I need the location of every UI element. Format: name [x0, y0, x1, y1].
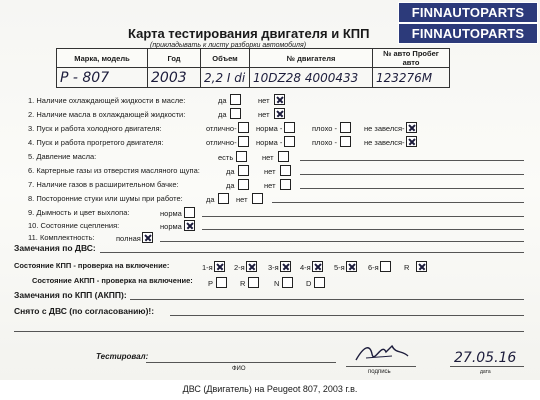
gear-6-checkbox[interactable]: [380, 261, 391, 272]
item-10: 10. Состояние сцепления:: [28, 221, 120, 230]
item-2-yes-checkbox[interactable]: [230, 108, 241, 119]
date-value: 27.05.16: [454, 350, 517, 366]
item-3-opt-normal: норма -: [256, 124, 283, 133]
item-3: 3. Пуск и работа холодного двигателя:: [28, 124, 162, 133]
remarks-kpp-line: [130, 299, 524, 300]
item-3-no-start-checkbox[interactable]: [406, 122, 417, 133]
item-10-normal-checkbox[interactable]: [184, 220, 195, 231]
item-6: 6. Картерные газы из отверстия масляного щупа:: [28, 166, 200, 175]
item-4-no-start-checkbox[interactable]: [406, 136, 417, 147]
item-8-yes-checkbox[interactable]: [218, 193, 229, 204]
item-11-full-checkbox[interactable]: [142, 232, 153, 243]
item-1-yes-checkbox[interactable]: [230, 94, 241, 105]
item-3-excellent-checkbox[interactable]: [238, 122, 249, 133]
item-9-line: [202, 216, 524, 217]
gear-1-checkbox[interactable]: [214, 261, 225, 272]
gear-3-label: 3-я: [268, 263, 279, 272]
akpp-p-label: P: [208, 279, 214, 288]
removed-line: [170, 315, 524, 316]
gear-r-label: R: [404, 263, 410, 272]
gear-4-label: 4-я: [300, 263, 311, 272]
remarks-engine-line: [100, 252, 524, 253]
item-11-line: [160, 241, 524, 242]
item-3-bad-checkbox[interactable]: [340, 122, 351, 133]
item-4-opt-excellent: отлично-: [206, 138, 237, 147]
item-4-opt-normal: норма -: [256, 138, 283, 147]
item-4-normal-checkbox[interactable]: [284, 136, 295, 147]
item-4: 4. Пуск и работа прогретого двигателя:: [28, 138, 164, 147]
remarks-engine-label: Замечания по ДВС:: [14, 243, 96, 253]
akpp-state-label: Состояние АКПП - проверка на включение:: [32, 276, 193, 285]
remarks-kpp-label: Замечания по КПП (АКПП):: [14, 290, 127, 300]
item-11: 11. Комплектность:: [28, 233, 95, 242]
value-volume: 2,2 I di: [201, 68, 250, 88]
akpp-n-label: N: [274, 279, 280, 288]
form-title: Карта тестирования двигателя и КПП: [128, 26, 370, 41]
header-col-engine-number: № двигателя: [250, 49, 373, 68]
item-7-line: [300, 188, 524, 189]
item-8-opt-yes: да: [206, 195, 215, 204]
item-5-no-checkbox[interactable]: [278, 151, 289, 162]
akpp-r-checkbox[interactable]: [248, 277, 259, 288]
item-2-opt-yes: да: [218, 110, 227, 119]
item-6-no-checkbox[interactable]: [280, 165, 291, 176]
item-5-opt-yes: есть: [218, 153, 234, 162]
item-3-opt-no-start: не завелся-: [364, 124, 405, 133]
value-model: P - 807: [57, 68, 148, 88]
item-2: 2. Наличие масла в охлаждающей жидкости:: [28, 110, 186, 119]
fio-label: ФИО: [232, 366, 246, 372]
signature-line: [346, 366, 416, 367]
item-6-line: [300, 174, 524, 175]
header-col-year: Год: [148, 49, 201, 68]
signature-label: подпись: [368, 369, 391, 375]
gear-2-label: 2-я: [234, 263, 245, 272]
item-2-no-checkbox[interactable]: [274, 108, 285, 119]
removed-line-2: [14, 331, 524, 332]
item-8-no-checkbox[interactable]: [252, 193, 263, 204]
tested-label: Тестировал:: [96, 352, 149, 361]
item-4-bad-checkbox[interactable]: [340, 136, 351, 147]
akpp-p-checkbox[interactable]: [216, 277, 227, 288]
item-2-opt-no: нет: [258, 110, 270, 119]
item-10-line: [202, 229, 524, 230]
image-caption: ДВС (Двигатель) на Peugeot 807, 2003 г.в.: [182, 384, 358, 394]
header-col-mileage: № авто Пробег авто: [373, 49, 450, 68]
header-col-volume: Объем: [201, 49, 250, 68]
watermark-2: FINNAUTOPARTS: [398, 23, 538, 44]
value-engine-number: 10DZ28 4000433: [250, 68, 373, 88]
item-6-opt-no: нет: [264, 167, 276, 176]
item-3-opt-bad: плохо -: [312, 124, 338, 133]
item-10-opt-normal: норма: [160, 222, 182, 231]
item-1-no-checkbox[interactable]: [274, 94, 285, 105]
gear-6-label: 6-я: [368, 263, 379, 272]
item-9: 9. Дымность и цвет выхлопа:: [28, 208, 130, 217]
item-6-opt-yes: да: [226, 167, 235, 176]
item-1: 1. Наличие охлаждающей жидкости в масле:: [28, 96, 186, 105]
date-label: дата: [480, 369, 491, 375]
akpp-r-label: R: [240, 279, 246, 288]
item-4-opt-bad: плохо -: [312, 138, 338, 147]
akpp-d-checkbox[interactable]: [314, 277, 325, 288]
item-7-no-checkbox[interactable]: [280, 179, 291, 190]
akpp-n-checkbox[interactable]: [282, 277, 293, 288]
item-6-yes-checkbox[interactable]: [238, 165, 249, 176]
item-9-normal-checkbox[interactable]: [184, 207, 195, 218]
gear-5-checkbox[interactable]: [346, 261, 357, 272]
gear-r-checkbox[interactable]: [416, 261, 427, 272]
header-col-model: Марка, модель: [57, 49, 148, 68]
item-11-opt-full: полная: [116, 234, 141, 243]
form-subtitle: (прикладывать к листу разборки автомобиля): [150, 42, 307, 49]
gear-5-label: 5-я: [334, 263, 345, 272]
item-3-opt-excellent: отлично-: [206, 124, 237, 133]
gear-4-checkbox[interactable]: [312, 261, 323, 272]
header-table: [56, 48, 450, 88]
fio-line: [146, 362, 336, 363]
value-year: 2003: [148, 68, 201, 88]
item-5: 5. Давление масла:: [28, 152, 97, 161]
item-5-line: [300, 160, 524, 161]
gear-3-checkbox[interactable]: [280, 261, 291, 272]
date-line: [450, 366, 524, 367]
item-5-yes-checkbox[interactable]: [236, 151, 247, 162]
item-1-opt-yes: да: [218, 96, 227, 105]
akpp-d-label: D: [306, 279, 312, 288]
removed-label: Снято с ДВС (по согласованию)!:: [14, 306, 155, 316]
item-8-opt-no: нет: [236, 195, 248, 204]
item-5-opt-no: нет: [262, 153, 274, 162]
signature-mark: [352, 340, 412, 368]
item-7: 7. Наличие газов в расширительном бачке:: [28, 180, 179, 189]
item-9-opt-normal: норма: [160, 209, 182, 218]
item-8: 8. Посторонние стуки или шумы при работе:: [28, 194, 183, 203]
item-3-normal-checkbox[interactable]: [284, 122, 295, 133]
kpp-state-label: Состояние КПП - проверка на включение:: [14, 261, 170, 270]
value-mileage: 123276M: [373, 68, 450, 88]
item-8-line: [272, 202, 524, 203]
item-1-opt-no: нет: [258, 96, 270, 105]
item-7-yes-checkbox[interactable]: [238, 179, 249, 190]
gear-1-label: 1-я: [202, 263, 213, 272]
gear-2-checkbox[interactable]: [246, 261, 257, 272]
item-4-excellent-checkbox[interactable]: [238, 136, 249, 147]
item-4-opt-no-start: не завелся-: [364, 138, 405, 147]
item-7-opt-yes: да: [226, 181, 235, 190]
item-7-opt-no: нет: [264, 181, 276, 190]
watermark-1: FINNAUTOPARTS: [398, 2, 538, 23]
